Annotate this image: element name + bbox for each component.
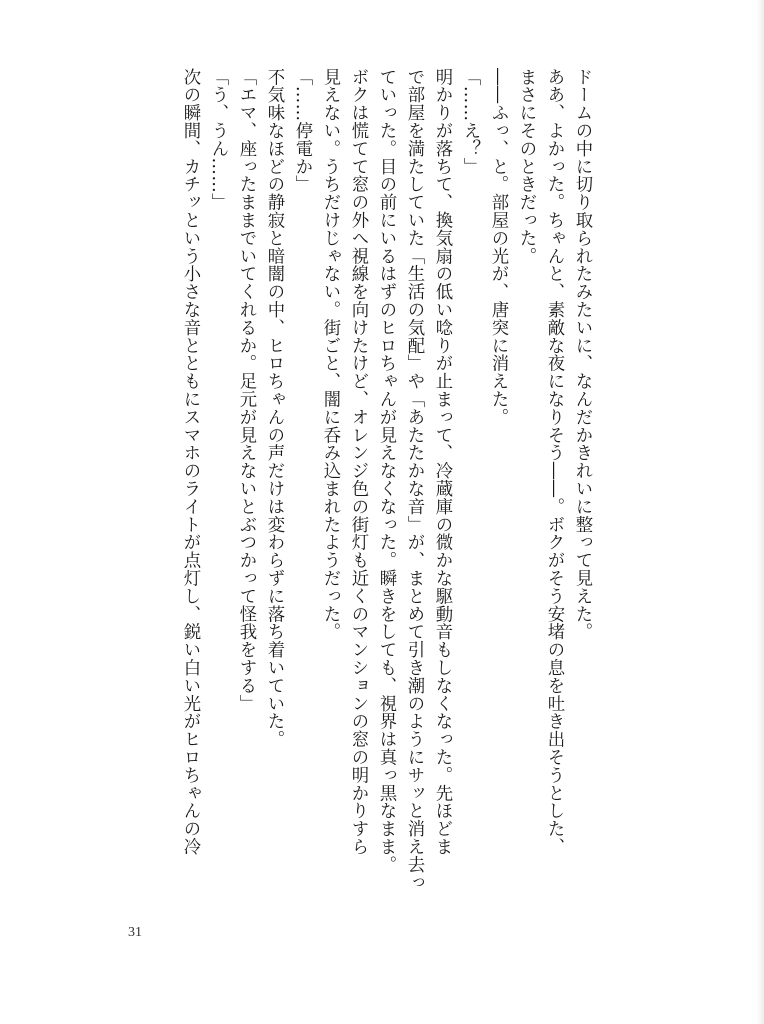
text-line: 明かりが落ちて、換気扇の低い唸りが止まって、冷蔵庫の微かな駆動音もしなくなった。先ほどま — [432, 68, 452, 856]
text-line: ドームの中に切り取られたみたいに、なんだかきれいに整って見えた。 — [572, 68, 592, 641]
text-line: 見えない。うちだけじゃない。街ごと、闇に呑み込まれたようだった。 — [320, 68, 340, 641]
text-line: 不気味なほどの静寂と暗闇の中、ヒロちゃんの声だけは変わらずに落ち着いていた。 — [264, 68, 284, 749]
text-line: で部屋を満たしていた「生活の気配」や「あたたかな音」が、まとめて引き潮のようにサッと消え去っ — [404, 68, 424, 892]
page-number: 31 — [128, 925, 142, 940]
text-line: 「……停電か」 — [292, 68, 312, 194]
text-line: まさにそのときだった。 — [516, 68, 536, 265]
text-line: ああ、よかった。ちゃんと、素敵な夜になりそう――。ボクがそう安堵の息を吐き出そうとした、 — [544, 68, 564, 856]
text-line: 「エマ、座ったままでいてくれるか。足元が見えないとぶつかって怪我をする」 — [236, 68, 256, 713]
text-line: ボクは慌てて窓の外へ視線を向けたけど、オレンジ色の街灯も近くのマンションの窓の明かりすら — [348, 68, 368, 856]
text-line: ――ふっ、と。部屋の光が、唐突に消えた。 — [488, 68, 508, 426]
text-line: 「……え？」 — [460, 68, 480, 176]
vertical-text-block — [116, 68, 596, 900]
text-line: ていった。目の前にいるはずのヒロちゃんが見えなくなった。瞬きをしても、視界は真っ黒なまま。 — [376, 68, 396, 874]
page-edge — [756, 0, 764, 1024]
text-line: 「う、うん……」 — [208, 68, 228, 212]
text-line: 次の瞬間、カチッという小さな音とともにスマホのライトが点灯し、鋭い白い光がヒロちゃんの冷 — [180, 68, 200, 856]
